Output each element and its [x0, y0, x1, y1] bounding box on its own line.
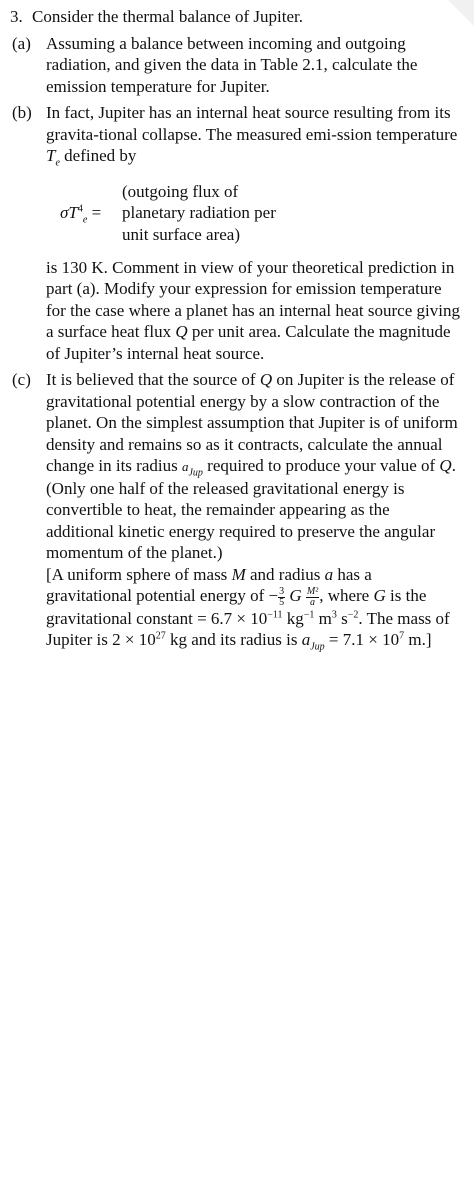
- formula-lhs: $\sigma T^4_e$ =: [60, 202, 102, 225]
- exercise-page: [10, 6, 460, 651]
- question-number: 3.: [10, 7, 23, 26]
- part-b-label: (b): [12, 103, 32, 122]
- part-a: [12, 33, 460, 98]
- emission-formula: [46, 181, 460, 245]
- fraction-m-squared-over-a: $\frac{\text{M²}}{a}$: [306, 585, 319, 608]
- question-intro: Consider the thermal balance of Jupiter.: [32, 7, 303, 26]
- part-b: [12, 102, 460, 364]
- fraction-three-fifths: $\frac{3}{5}$: [279, 585, 285, 608]
- formula-rhs: (outgoing flux of planetary radiation per unit surface area): [122, 181, 276, 244]
- part-a-text: Assuming a balance between incoming and outgoing radiation, and given the data in Table 2.1, calculate the emission temperature for Jupiter.: [46, 33, 418, 96]
- part-c: [12, 369, 460, 653]
- part-b-text-intro: In fact, Jupiter has an internal heat source resulting from its gravita-tional collapse. The measured emi-ssion temperature $T_e$ defined by: [46, 103, 458, 169]
- part-b-text-body: is 130 K. Comment in view of your theoretical prediction in part (a). Modify your expression for emission temperature for the case where a planet has an internal heat source giving a surface heat flux Q per unit area. Calculate the magnitude of Jupiter’s internal heat source.: [46, 257, 460, 363]
- part-c-note: [A uniform sphere of mass M and radius a has a gravitational potential energy of − $\frac{3}{5}$ G $\frac{\text{M²}}{a}$ , where G is the gravitational constant = $6.7 \times 10^{-11}$ $kg^{-1}$ $m^3$ $s^{-2}$. The mass of Jupiter is $2 \times 10^{27}$ kg and its radius is $a_{Jup} = 7.1 \times 10^7$ m.]: [46, 564, 450, 653]
- part-a-label: (a): [12, 33, 31, 53]
- part-c-text: It is believed that the source of Q on Jupiter is the release of gravitational potential energy by a slow contraction of the planet. On the simplest assumption that Jupiter is of uniform density and remains so as it contracts, calculate the annual change in its radius $a_{Jup}$ required to produce your value of Q. (Only one half of the released gravitational energy is convertible to heat, the remainder appearing as the additional kinetic energy required to preserve the angular momentum of the planet.): [46, 370, 458, 562]
- part-c-label: (c): [12, 370, 31, 389]
